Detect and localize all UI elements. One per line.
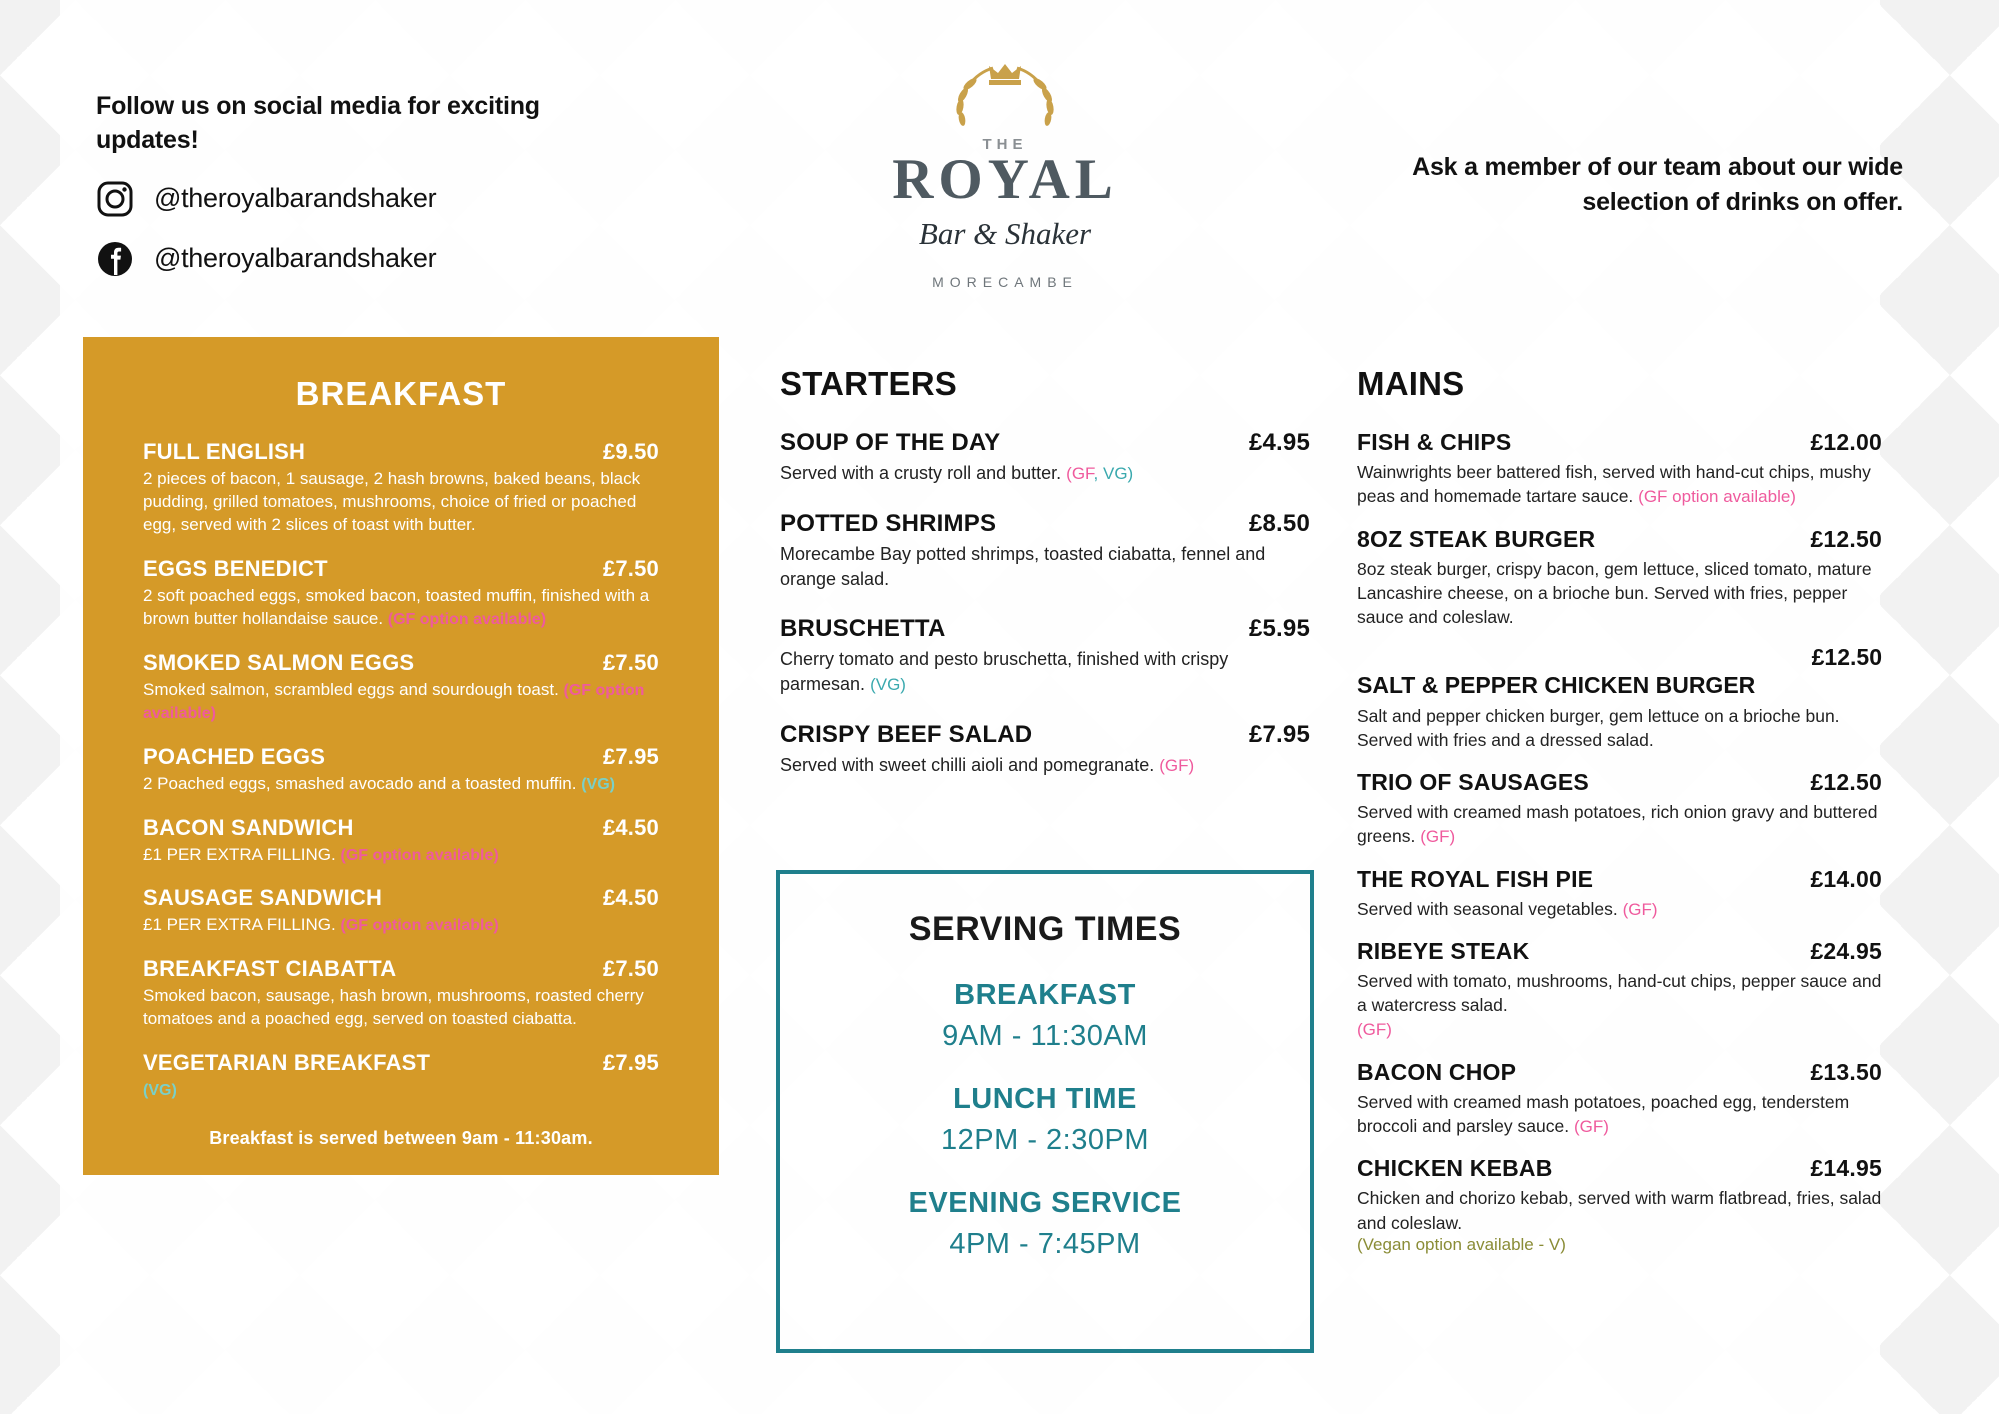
item-name: BACON SANDWICH — [143, 814, 354, 840]
item-price: £7.95 — [1248, 721, 1310, 749]
item-price: £7.50 — [602, 555, 659, 581]
item-price: £4.50 — [602, 814, 659, 840]
breakfast-item-list — [83, 439, 719, 1102]
gf-tag: (GF option available) — [340, 846, 499, 864]
item-description: Morecambe Bay potted shrimps, toasted ciabatta, fennel and orange salad. — [780, 543, 1266, 589]
gf-tag: (GF option available) — [143, 681, 645, 722]
item-description: £1 PER EXTRA FILLING. — [143, 844, 336, 864]
menu-item — [1357, 866, 1882, 921]
item-name: POACHED EGGS — [143, 743, 326, 769]
starters-title: STARTERS — [780, 365, 957, 402]
menu-item — [780, 510, 1310, 592]
instagram-handle: @theroyalbarandshaker — [154, 183, 437, 213]
instagram-icon — [96, 180, 134, 218]
item-description: Served with a crusty roll and butter. — [780, 463, 1062, 483]
item-price: £12.00 — [1810, 429, 1882, 455]
menu-item — [143, 815, 659, 867]
item-price: £12.50 — [1810, 525, 1882, 552]
item-name: EGGS BENEDICT — [143, 555, 328, 581]
item-description: Smoked bacon, sausage, hash brown, mushrooms, roasted cherry tomatoes and a poached egg, served on toasted ciabatta. — [143, 986, 644, 1029]
logo-royal-text: ROYAL — [892, 148, 1118, 211]
instagram-row[interactable] — [96, 180, 616, 218]
menu-item — [143, 650, 659, 725]
item-price: £5.95 — [1248, 615, 1310, 643]
item-description: Served with sweet chilli aioli and pomegranate. — [780, 755, 1155, 776]
vg-tag: (VG) — [581, 775, 615, 793]
menu-item — [143, 439, 659, 537]
item-name: BREAKFAST CIABATTA — [143, 956, 397, 982]
item-price: £14.00 — [1810, 865, 1882, 892]
item-description: Chicken and chorizo kebab, served with warm flatbread, fries, salad and coleslaw. — [1357, 1188, 1882, 1233]
menu-item — [780, 721, 1310, 778]
item-name: FULL ENGLISH — [143, 439, 306, 464]
menu-item — [780, 429, 1310, 486]
item-price: £4.95 — [1248, 429, 1310, 456]
item-description: 2 soft poached eggs, smoked bacon, toasted muffin, finished with a brown butter hollandaise sauce. — [143, 585, 650, 628]
item-name: 8OZ STEAK BURGER — [1357, 525, 1596, 552]
gf-tag: (GF option available) — [387, 610, 547, 628]
gf-tag: (GF) — [1622, 899, 1658, 919]
menu-item — [1357, 1059, 1882, 1139]
item-description: 8oz steak burger, crispy bacon, gem lettuce, sliced tomato, mature Lancashire cheese, on a brioche bun. Served with fries, pepper sauce and coleslaw. — [1357, 558, 1872, 627]
item-price: £14.95 — [1810, 1155, 1882, 1182]
menu-item — [1357, 644, 1882, 752]
menu-item — [1357, 1155, 1882, 1254]
item-description: Cherry tomato and pesto bruschetta, finished with crispy parmesan. — [780, 649, 1229, 695]
item-price: £12.50 — [1811, 644, 1882, 671]
mains-section — [1357, 365, 1882, 1272]
item-description: Salt and pepper chicken burger, gem lettuce on a brioche bun. Served with fries and a dressed salad. — [1357, 705, 1840, 750]
crown-wreath-icon — [860, 50, 1150, 142]
item-name: CHICKEN KEBAB — [1357, 1155, 1553, 1182]
item-price: £7.50 — [602, 956, 659, 982]
menu-item — [143, 556, 659, 631]
menu-item — [780, 615, 1310, 697]
gf-tag: (GF) — [1420, 827, 1456, 847]
item-name: BACON CHOP — [1357, 1058, 1517, 1085]
item-description: Smoked salmon, scrambled eggs and sourdough toast. — [143, 679, 559, 699]
item-description: Served with seasonal vegetables. — [1357, 898, 1618, 919]
vg-tag: (VG) — [870, 675, 906, 695]
menu-item — [143, 956, 659, 1031]
menu-item — [1357, 429, 1882, 509]
menu-item — [143, 885, 659, 937]
gf-tag: (GF option available) — [1638, 487, 1796, 507]
vg-tag: (VG) — [143, 1082, 177, 1100]
serving-times-box — [776, 870, 1314, 1353]
vg-tag: , VG) — [1093, 464, 1134, 483]
menu-item — [1357, 938, 1882, 1042]
logo-script-text: Bar & Shaker — [918, 216, 1092, 251]
breakfast-section — [83, 337, 719, 1175]
item-description: Served with creamed mash potatoes, poached egg, tenderstem broccoli and parsley sauce. — [1357, 1091, 1850, 1136]
serving-slot-hours: 12PM - 2:30PM — [941, 1124, 1149, 1156]
item-name: SOUP OF THE DAY — [780, 429, 1001, 456]
vegan-tag: (Vegan option available - V) — [1357, 1234, 1566, 1254]
gf-tag: (GF) — [1573, 1116, 1609, 1136]
item-price: £13.50 — [1810, 1058, 1882, 1085]
facebook-handle: @theroyalbarandshaker — [154, 243, 437, 273]
starters-section — [780, 365, 1310, 802]
serving-slot-label: EVENING SERVICE — [908, 1187, 1182, 1219]
menu-item — [143, 1050, 659, 1102]
item-price: £9.50 — [602, 439, 659, 464]
item-description: 2 Poached eggs, smashed avocado and a toasted muffin. — [143, 773, 577, 793]
item-name: TRIO OF SAUSAGES — [1357, 769, 1589, 796]
item-name: FISH & CHIPS — [1357, 429, 1512, 455]
menu-item — [1357, 769, 1882, 849]
logo-town-text: MORECAMBE — [932, 274, 1078, 290]
breakfast-footnote: Breakfast is served between 9am - 11:30am. — [209, 1128, 593, 1149]
gf-tag: (GF option available) — [340, 917, 499, 935]
item-price: £24.95 — [1810, 938, 1882, 965]
item-name: SAUSAGE SANDWICH — [143, 885, 383, 911]
facebook-row[interactable] — [96, 240, 616, 278]
serving-slot-hours: 4PM - 7:45PM — [949, 1228, 1141, 1260]
menu-item — [1357, 526, 1882, 629]
restaurant-logo — [860, 50, 1150, 290]
gf-tag: (GF — [1066, 464, 1094, 483]
menu-item — [143, 744, 659, 796]
item-name: RIBEYE STEAK — [1357, 938, 1530, 965]
mains-title: MAINS — [1357, 365, 1465, 402]
serving-slot-label: BREAKFAST — [954, 979, 1136, 1011]
item-price: £7.95 — [602, 743, 659, 769]
item-name: THE ROYAL FISH PIE — [1357, 865, 1594, 892]
serving-slot-label: LUNCH TIME — [953, 1083, 1137, 1115]
gf-tag: (GF) — [1357, 1020, 1392, 1040]
serving-times-title: SERVING TIMES — [908, 910, 1182, 948]
serving-slot-hours: 9AM - 11:30AM — [942, 1020, 1148, 1052]
gf-tag: (GF) — [1159, 756, 1195, 776]
item-name: SALT & PEPPER CHICKEN BURGER — [1357, 672, 1756, 699]
item-price: £4.50 — [602, 885, 659, 911]
item-name: VEGETARIAN BREAKFAST — [143, 1050, 431, 1076]
item-name: SMOKED SALMON EGGS — [143, 649, 415, 675]
item-price: £7.95 — [602, 1050, 659, 1076]
item-description: Served with creamed mash potatoes, rich onion gravy and buttered greens. — [1357, 802, 1878, 847]
breakfast-title: BREAKFAST — [295, 375, 507, 412]
item-name: CRISPY BEEF SALAD — [780, 721, 1033, 749]
item-description: £1 PER EXTRA FILLING. — [143, 915, 336, 935]
social-heading: Follow us on social media for exciting updates! — [96, 92, 540, 154]
item-price: £12.50 — [1810, 769, 1882, 796]
item-name: BRUSCHETTA — [780, 615, 946, 643]
item-description: Wainwrights beer battered fish, served with hand-cut chips, mushy peas and homemade tartare sauce. — [1357, 462, 1871, 507]
logo-the-text: THE — [982, 136, 1028, 153]
item-description: 2 pieces of bacon, 1 sausage, 2 hash browns, baked beans, black pudding, grilled tomatoes, mushrooms, choice of fried or poached egg, served with 2 slices of toast with butter. — [143, 469, 641, 534]
item-price: £8.50 — [1248, 509, 1310, 537]
item-description: Served with tomato, mushrooms, hand-cut chips, pepper sauce and a watercress salad. — [1357, 971, 1882, 1016]
facebook-icon — [96, 240, 134, 278]
item-price: £7.50 — [602, 649, 659, 675]
drinks-note: Ask a member of our team about our wide selection of drinks on offer. — [1412, 153, 1903, 216]
social-media-block — [96, 90, 616, 278]
item-name: POTTED SHRIMPS — [780, 509, 997, 537]
